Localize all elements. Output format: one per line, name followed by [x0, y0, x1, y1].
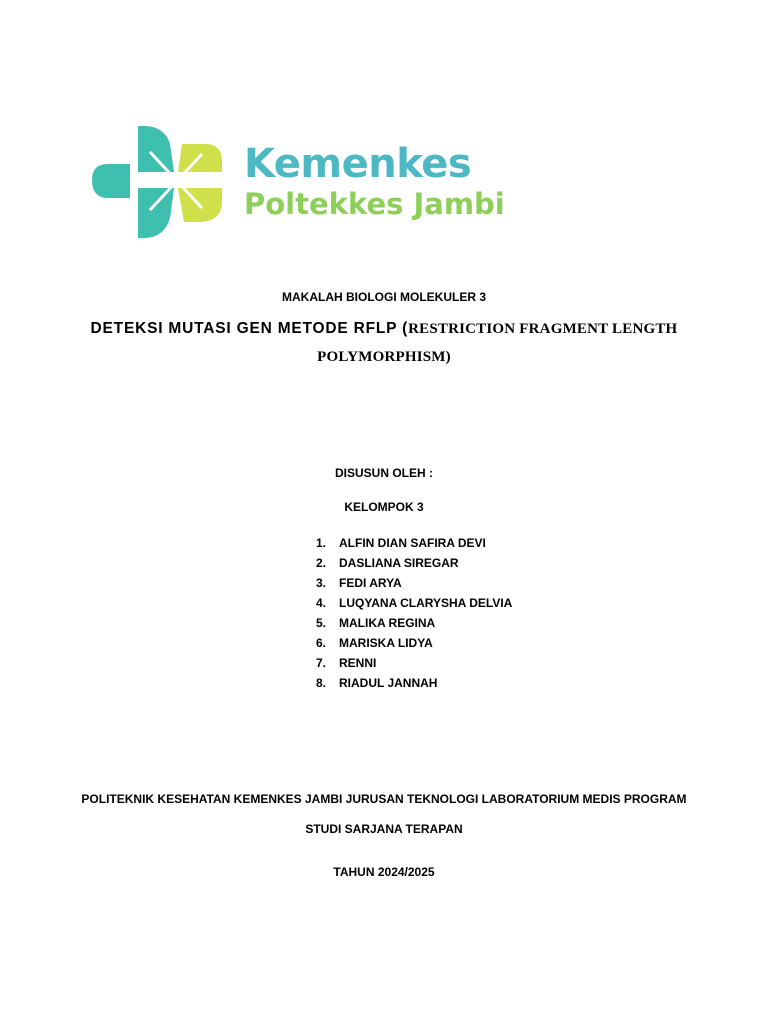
- logo-subtitle: Poltekkes Jambi: [244, 187, 505, 221]
- institution-line1: POLITEKNIK KESEHATAN KEMENKES JAMBI JURUSAN TEKNOLOGI LABORATORIUM MEDIS PROGRAM: [81, 792, 687, 806]
- member-list: [316, 533, 512, 693]
- group-label: KELOMPOK 3: [344, 500, 424, 514]
- title-line2: POLYMORPHISM): [317, 349, 451, 365]
- list-item: 7. RENNI: [316, 656, 377, 670]
- document-title: [0, 320, 768, 338]
- list-item: 2. DASLIANA SIREGAR: [316, 556, 459, 570]
- list-item: 8. RIADUL JANNAH: [316, 676, 438, 690]
- kemenkes-logo: [88, 122, 568, 244]
- list-item: 5. MALIKA REGINA: [316, 616, 436, 630]
- list-item: 6. MARISKA LIDYA: [316, 636, 433, 650]
- kemenkes-emblem-icon: [88, 122, 228, 244]
- logo-title: Kemenkes: [244, 141, 472, 187]
- compiled-by-label: DISUSUN OLEH :: [334, 466, 433, 480]
- title-main: DETEKSI MUTASI GEN METODE RFLP (: [90, 320, 409, 337]
- title-serif: RESTRICTION FRAGMENT LENGTH: [408, 321, 678, 337]
- institution-line2: STUDI SARJANA TERAPAN: [305, 822, 463, 836]
- course-name: MAKALAH BIOLOGI MOLEKULER 3: [282, 290, 486, 304]
- list-item: 4. LUQYANA CLARYSHA DELVIA: [316, 596, 513, 610]
- list-item: 1. ALFIN DIAN SAFIRA DEVI: [316, 536, 486, 550]
- academic-year: TAHUN 2024/2025: [333, 865, 435, 879]
- list-item: 3. FEDI ARYA: [316, 576, 402, 590]
